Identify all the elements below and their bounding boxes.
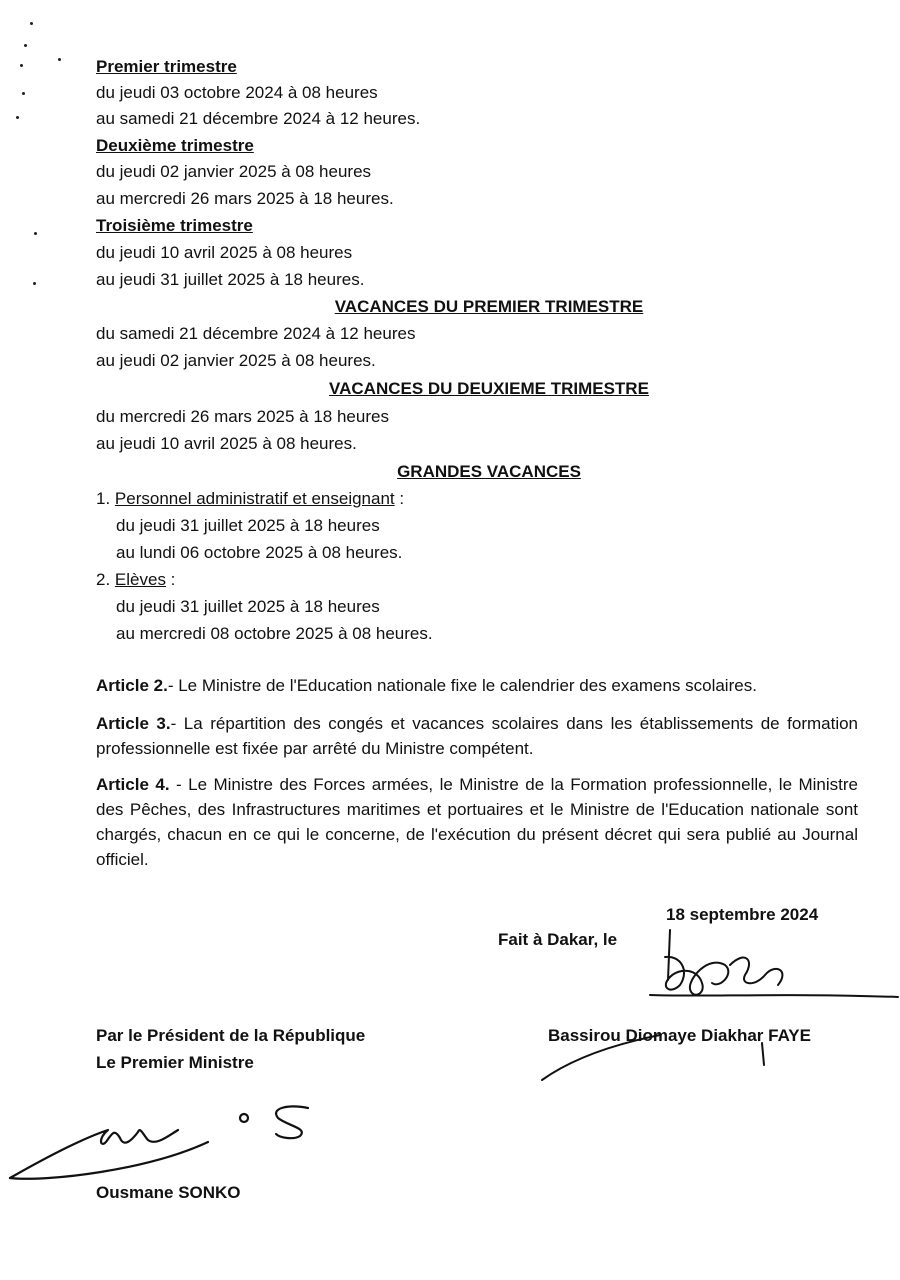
signature-place: Fait à Dakar, le <box>498 930 618 949</box>
trimester-2-from: du jeudi 02 janvier 2025 à 08 heures <box>96 162 372 181</box>
trimester-3-title: Troisième trimestre <box>96 216 253 235</box>
countersign-line-2: Le Premier Ministre <box>96 1053 254 1072</box>
prime-minister-signature <box>8 1090 338 1190</box>
article-4-text: - Le Ministre des Forces armées, le Ministre de la Formation professionnelle, le Ministre des Pêches, des Infrastructures maritimes et portuaires et le Ministre de l'Education nationale sont chargés, chacun en ce qui le concerne, de l'exécution du présent décret qui sera publié au Journal officiel. <box>96 775 858 869</box>
holiday-2-title: VACANCES DU DEUXIEME TRIMESTRE <box>329 379 649 398</box>
president-name: Bassirou Diomaye Diakhar FAYE <box>548 1026 811 1045</box>
trimester-1-from: du jeudi 03 octobre 2024 à 08 heures <box>96 83 378 102</box>
countersign-line-1: Par le Président de la République <box>96 1026 366 1045</box>
article-4 <box>96 772 858 872</box>
scan-speck <box>24 44 27 47</box>
scan-speck <box>20 64 23 67</box>
grandes-vacances-title: GRANDES VACANCES <box>397 462 581 481</box>
article-2 <box>96 673 858 698</box>
gv-item-1-num: 1. <box>96 489 111 508</box>
gv-item-2-to: au mercredi 08 octobre 2025 à 08 heures. <box>116 624 433 643</box>
gv-item-2-label: Elèves <box>114 570 166 589</box>
article-3-text: - La répartition des congés et vacances scolaires dans les établissements de formation professionnelle est fixée par arrêté du Ministre compétent. <box>96 714 859 758</box>
article-4-label: Article 4. <box>96 775 170 794</box>
trimester-2-to: au mercredi 26 mars 2025 à 18 heures. <box>96 189 394 208</box>
scan-speck <box>30 22 33 25</box>
gv-item-1-from: du jeudi 31 juillet 2025 à 18 heures <box>116 516 380 535</box>
scan-speck <box>58 58 61 61</box>
holiday-2-from: du mercredi 26 mars 2025 à 18 heures <box>96 407 389 426</box>
holiday-2-to: au jeudi 10 avril 2025 à 08 heures. <box>96 434 357 453</box>
scan-speck <box>16 116 19 119</box>
article-2-label: Article 2. <box>96 676 168 695</box>
trimester-3-from: du jeudi 10 avril 2025 à 08 heures <box>96 243 353 262</box>
trimester-1-title: Premier trimestre <box>96 57 237 76</box>
gv-item-1-suffix: : <box>394 489 405 508</box>
signature-date: 18 septembre 2024 <box>666 905 819 924</box>
president-signature <box>530 925 790 1075</box>
gv-item-2-heading <box>96 567 175 593</box>
holiday-1-title: VACANCES DU PREMIER TRIMESTRE <box>334 297 644 316</box>
holiday-1-from: du samedi 21 décembre 2024 à 12 heures <box>96 324 416 343</box>
article-3 <box>96 711 858 761</box>
trimester-1-to: au samedi 21 décembre 2024 à 12 heures. <box>96 109 421 128</box>
prime-minister-name: Ousmane SONKO <box>96 1183 241 1202</box>
article-3-label: Article 3. <box>96 714 171 733</box>
gv-item-1-to: au lundi 06 octobre 2025 à 08 heures. <box>116 543 403 562</box>
gv-item-1-label: Personnel administratif et enseignant <box>114 489 395 508</box>
trimester-2-title: Deuxième trimestre <box>96 136 254 155</box>
holiday-1-to: au jeudi 02 janvier 2025 à 08 heures. <box>96 351 376 370</box>
trimester-3-to: au jeudi 31 juillet 2025 à 18 heures. <box>96 270 365 289</box>
scan-speck <box>22 92 25 95</box>
gv-item-1-heading <box>96 486 404 512</box>
gv-item-2-num: 2. <box>96 570 111 589</box>
gv-item-2-suffix: : <box>165 570 176 589</box>
scan-speck <box>33 282 36 285</box>
scan-speck <box>34 232 37 235</box>
gv-item-2-from: du jeudi 31 juillet 2025 à 18 heures <box>116 597 380 616</box>
article-2-text: - Le Ministre de l'Education nationale fixe le calendrier des examens scolaires. <box>167 676 757 695</box>
